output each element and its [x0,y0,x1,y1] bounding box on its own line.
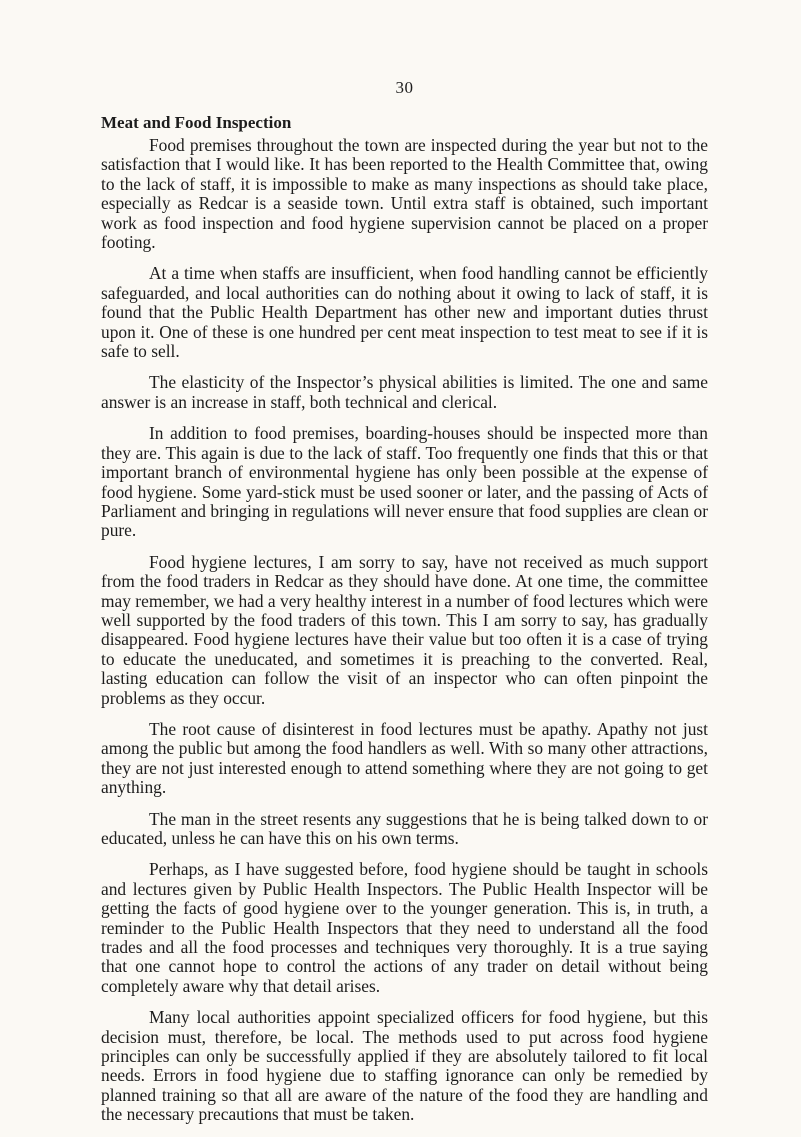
paragraph-5: Food hygiene lectures, I am sorry to say, have not received as much support from the food traders in Redcar as they should have done. At one time, the committee may remember, we had a very healthy interest in a number of food lectures which were well supported by the food traders of this town. This I am sorry to say, has gradually disappeared. Food hygiene lectures have their value but too often it is a case of trying to educate the uneducated, and sometimes it is preaching to the converted. Real, lasting education can follow the visit of an inspector who can often pinpoint the problems as they occur. [101,551,708,708]
paragraph-9: Many local authorities appoint specialized officers for food hygiene, but this decision must, therefore, be local. The methods used to put across food hygiene principles can only be successfully applied if they are absolutely tailored to fit local needs. Errors in food hygiene due to staffing ignorance can only be remedied by planned training so that all are aware of the nature of the food they are handling and the necessary precautions that must be taken. [101,1007,708,1125]
paragraph-8: Perhaps, as I have suggested before, food hygiene should be taught in schools and lectures given by Public Health Inspectors. The Public Health Inspector will be getting the facts of good hygiene over to the younger generation. This is, in truth, a reminder to the Public Health Inspectors that they need to understand all the food trades and all the food processes and techniques very thoroughly. It is a true saying that one cannot hope to control the actions of any trader on detail without being completely aware why that detail arises. [101,859,708,996]
paragraph-2: At a time when staffs are insufficient, when food handling cannot be efficiently safeguarded, and local authorities can do nothing about it owing to lack of staff, it is found that the Public Health Department has other new and important duties thrust upon it. One of these is one hundred per cent meat inspection to test meat to see if it is safe to sell. [101,263,708,362]
paragraph-6: The root cause of disinterest in food lectures must be apathy. Apathy not just among the public but among the food handlers as well. With so many other attractions, they are not just interested enough to attend something where they are not going to get anything. [101,718,708,798]
section-heading: Meat and Food Inspection [101,113,292,132]
page-number: 30 [395,78,414,97]
document-page [101,78,708,1137]
paragraph-1: Food premises throughout the town are inspected during the year but not to the satisfaction that I would like. It has been reported to the Health Committee that, owing to the lack of staff, it is impossible to make as many inspections as should take place, especially as Redcar is a seaside town. Until extra staff is obtained, such important work as food inspection and food hygiene supervision cannot be placed on a proper footing. [101,135,708,253]
paragraph-7: The man in the street resents any suggestions that he is being talked down to or educated, unless he can have this on his own terms. [101,808,708,848]
paragraph-4: In addition to food premises, boarding-houses should be inspected more than they are. This again is due to the lack of staff. Too frequently one finds that this or that important branch of environmental hygiene has only been possible at the expense of food hygiene. Some yard-stick must be used sooner or later, and the passing of Acts of Parliament and bringing in regulations will never ensure that food supplies are clean or pure. [101,423,708,541]
paragraph-3: The elasticity of the Inspector’s physical abilities is limited. The one and same answer is an increase in staff, both technical and clerical. [101,372,708,412]
